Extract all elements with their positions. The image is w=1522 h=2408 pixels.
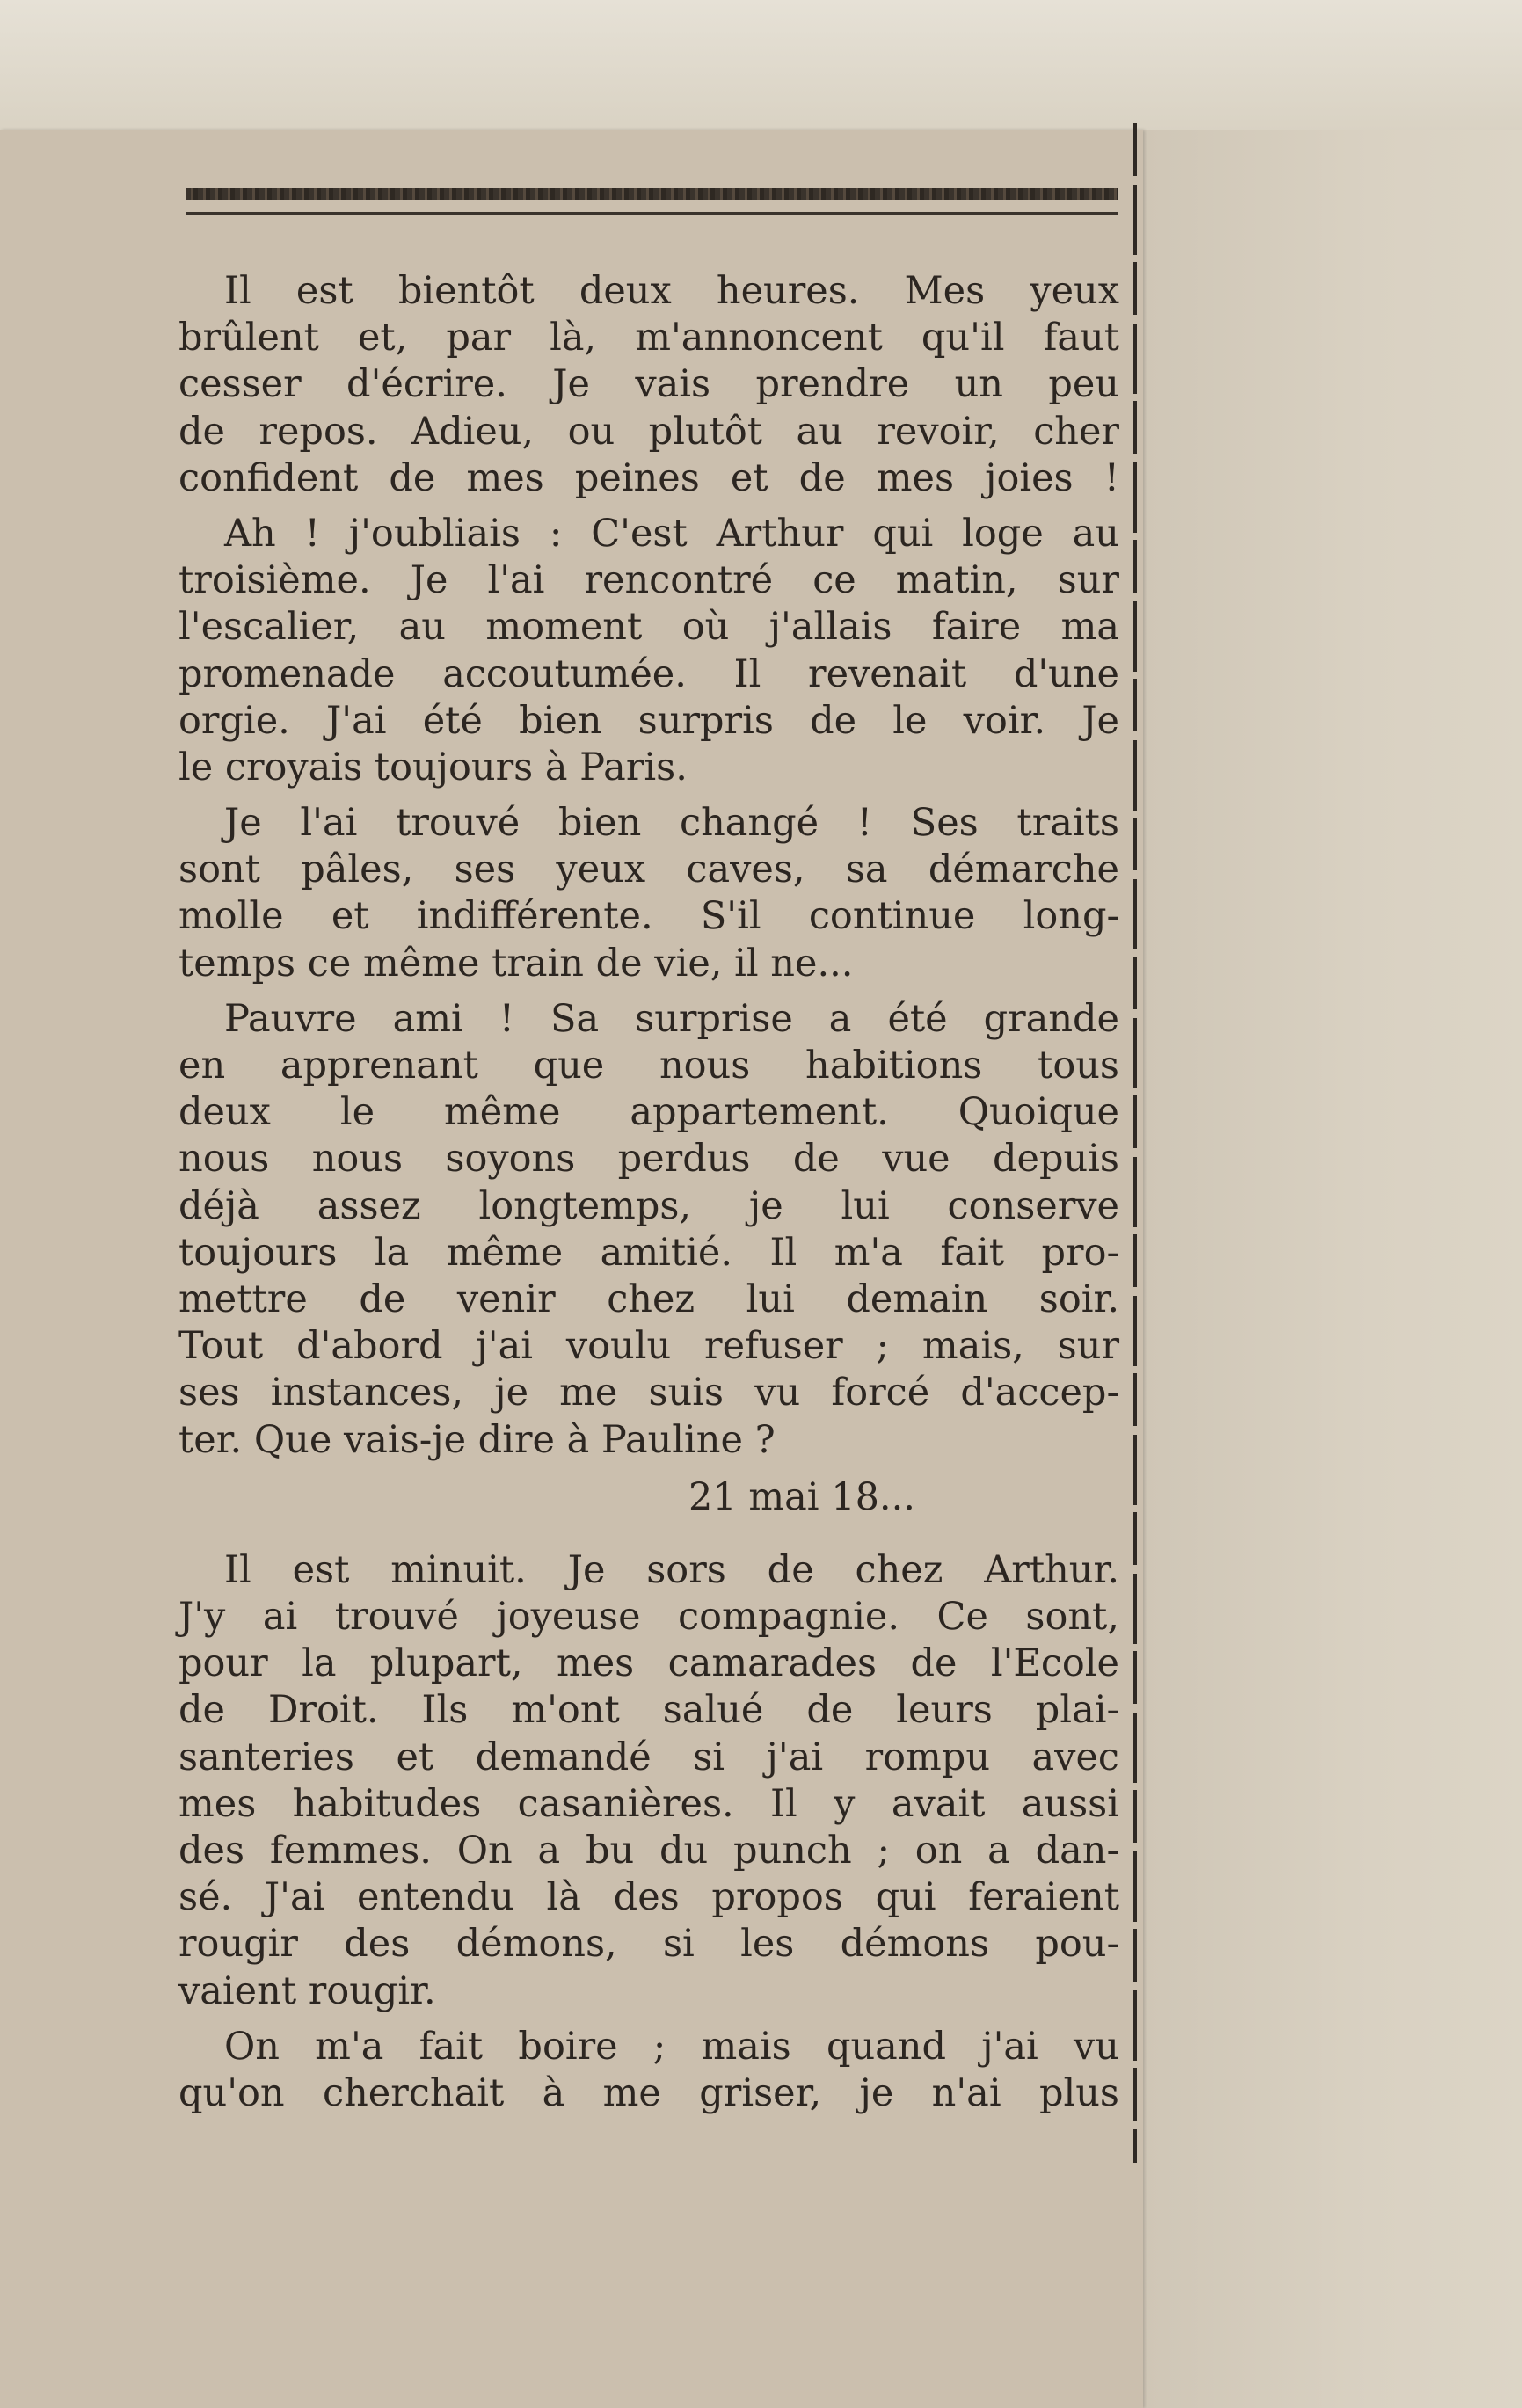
text-line: de Droit. Ils m'ont salué de leurs plai- xyxy=(178,1688,1119,1733)
text-line: ter. Que vais-je dire à Pauline ? xyxy=(178,1417,776,1462)
text-line: Tout d'abord j'ai voulu refuser ; mais, sur xyxy=(178,1324,1119,1369)
text-line: Il est minuit. Je sors de chez Arthur. xyxy=(224,1547,1119,1592)
text-line: de repos. Adieu, ou plutôt au revoir, cher xyxy=(178,409,1119,454)
text-line: nous nous soyons perdus de vue depuis xyxy=(178,1137,1119,1182)
text-line: molle et indifférente. S'il continue long- xyxy=(178,894,1119,939)
scan-background-top xyxy=(0,0,1522,132)
text-line: troisième. Je l'ai rencontré ce matin, sur xyxy=(178,558,1119,603)
text-line: Pauvre ami ! Sa surprise a été grande xyxy=(224,996,1119,1041)
text-line: le croyais toujours à Paris. xyxy=(178,745,688,789)
text-line: des femmes. On a bu du punch ; on a dan- xyxy=(178,1829,1119,1873)
paragraph xyxy=(178,511,1119,791)
text-line: deux le même appartement. Quoique xyxy=(178,1090,1119,1135)
text-line: J'y ai trouvé joyeuse compagnie. Ce sont, xyxy=(178,1595,1119,1640)
text-line: toujours la même amitié. Il m'a fait pro- xyxy=(178,1230,1119,1275)
dateline: 21 mai 18... xyxy=(688,1474,915,1519)
header-rule-heavy xyxy=(186,188,1118,200)
text-line: Il est bientôt deux heures. Mes yeux xyxy=(224,269,1119,313)
text-line: promenade accoutumée. Il revenait d'une xyxy=(178,651,1119,696)
paragraph xyxy=(178,268,1119,502)
text-line: pour la plupart, mes camarades de l'Ecole xyxy=(178,1641,1119,1686)
paragraph xyxy=(178,996,1119,1464)
text-line: On m'a fait boire ; mais quand j'ai vu xyxy=(224,2024,1119,2069)
text-line: qu'on cherchait à me griser, je n'ai plus xyxy=(178,2070,1119,2115)
text-line: mes habitudes casanières. Il y avait aussi xyxy=(178,1781,1119,1826)
paragraph xyxy=(178,1547,1119,2015)
header-rule-thin xyxy=(186,212,1118,215)
text-line: santeries et demandé si j'ai rompu avec xyxy=(178,1735,1119,1779)
article-text xyxy=(178,268,1119,2117)
text-line: orgie. J'ai été bien surpris de le voir. Je xyxy=(178,698,1119,743)
text-line: cesser d'écrire. Je vais prendre un peu xyxy=(178,362,1119,407)
text-line: rougir des démons, si les démons pou- xyxy=(178,1922,1119,1967)
text-line: en apprenant que nous habitions tous xyxy=(178,1044,1119,1088)
scan-background-margin xyxy=(1143,130,1522,2408)
text-line: temps ce même train de vie, il ne... xyxy=(178,941,854,986)
text-line: Ah ! j'oubliais : C'est Arthur qui loge au xyxy=(224,511,1119,556)
text-line: Je l'ai trouvé bien changé ! Ses traits xyxy=(224,801,1119,846)
text-line: sont pâles, ses yeux caves, sa démarche xyxy=(178,848,1119,892)
paragraph xyxy=(178,800,1119,987)
text-line: confident de mes peines et de mes joies ! xyxy=(178,455,1119,500)
text-line: déjà assez longtemps, je lui conserve xyxy=(178,1183,1119,1228)
text-line: sé. J'ai entendu là des propos qui feraient xyxy=(178,1875,1119,1920)
column-rule xyxy=(1133,123,1137,2163)
paragraph xyxy=(178,2024,1119,2117)
text-line: ses instances, je me suis vu forcé d'accep- xyxy=(178,1371,1119,1415)
text-line: vaient rougir. xyxy=(178,1968,436,2013)
text-line: l'escalier, au moment où j'allais faire ma xyxy=(178,605,1119,650)
text-line: mettre de venir chez lui demain soir. xyxy=(178,1277,1119,1321)
text-line: brûlent et, par là, m'annoncent qu'il faut xyxy=(178,316,1119,360)
